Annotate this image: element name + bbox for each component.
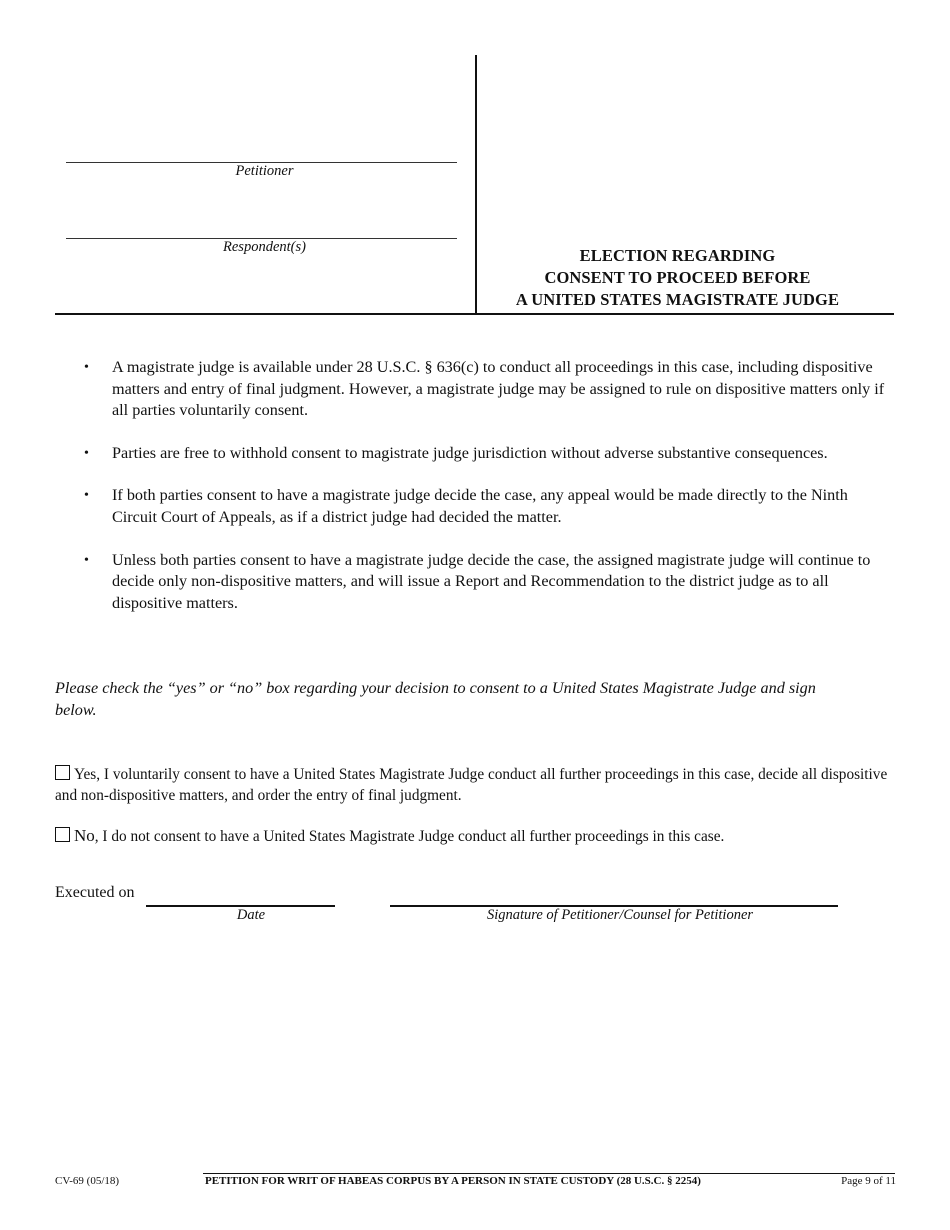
bullet-text: If both parties consent to have a magistrate judge decide the case, any appeal would be made directly to the Ninth Circuit Court of Appeals, as if a district judge had decided the matter. — [112, 486, 848, 526]
no-option-text: , I do not consent to have a United States Magistrate Judge conduct all further proceedings in this case. — [94, 828, 725, 845]
date-label: Date — [236, 907, 266, 923]
yes-option-text: , I voluntarily consent to have a United States Magistrate Judge conduct all further proceedings in this case, decide all dispositive and non-dispositive matters, and order the entry of final judgment. — [55, 766, 888, 804]
information-bullet-list — [84, 357, 896, 635]
bullet-icon: • — [84, 445, 89, 461]
form-title-line-2: CONSENT TO PROCEED BEFORE — [544, 268, 811, 287]
caption-bottom-rule — [55, 313, 894, 315]
bullet-icon: • — [84, 360, 89, 375]
bullet-icon: • — [84, 552, 89, 568]
no-word: No — [74, 826, 95, 845]
respondent-label: Respondent(s) — [223, 239, 306, 255]
footer-form-id: CV-69 (05/18) — [55, 1175, 120, 1187]
signature-label: Signature of Petitioner/Counsel for Petitioner — [486, 907, 754, 923]
bullet-item — [84, 443, 896, 465]
footer-page-number: Page 9 of 11 — [841, 1175, 896, 1187]
yes-word: Yes — [74, 766, 97, 783]
consent-yes-option — [55, 765, 895, 806]
form-title-line-1: ELECTION REGARDING — [579, 246, 776, 265]
form-title — [480, 245, 875, 311]
petitioner-label: Petitioner — [235, 163, 294, 179]
consent-no-option — [55, 826, 895, 848]
bullet-item — [84, 550, 896, 615]
yes-checkbox[interactable] — [55, 765, 70, 780]
bullet-item — [84, 485, 896, 528]
footer-title: PETITION FOR WRIT OF HABEAS CORPUS BY A PERSON IN STATE CUSTODY (28 U.S.C. § 2254) — [205, 1175, 701, 1187]
bullet-item — [84, 357, 896, 422]
no-checkbox[interactable] — [55, 827, 70, 842]
bullet-text: Parties are free to withhold consent to magistrate judge jurisdiction without adverse substantive consequences. — [112, 443, 828, 462]
caption-vertical-divider — [475, 55, 477, 315]
bullet-icon: • — [84, 488, 89, 504]
instruction-text: Please check the “yes” or “no” box regarding your decision to consent to a United States Magistrate Judge and sign below. — [55, 679, 816, 719]
bullet-text: A magistrate judge is available under 28 U.S.C. § 636(c) to conduct all proceedings in this case, including dispositive matters and entry of final judgment. However, a magistrate judge may be assigned to rule on dispositive matters only if all parties voluntarily consent. — [112, 358, 885, 420]
form-title-line-3: A UNITED STATES MAGISTRATE JUDGE — [515, 290, 840, 309]
executed-on-label: Executed on — [55, 884, 135, 901]
footer-rule — [203, 1173, 895, 1174]
bullet-text: Unless both parties consent to have a magistrate judge decide the case, the assigned magistrate judge will continue to decide only non-dispositive matters, and will issue a Report and Recommendation to the district judge as to all dispositive matters. — [112, 550, 871, 612]
